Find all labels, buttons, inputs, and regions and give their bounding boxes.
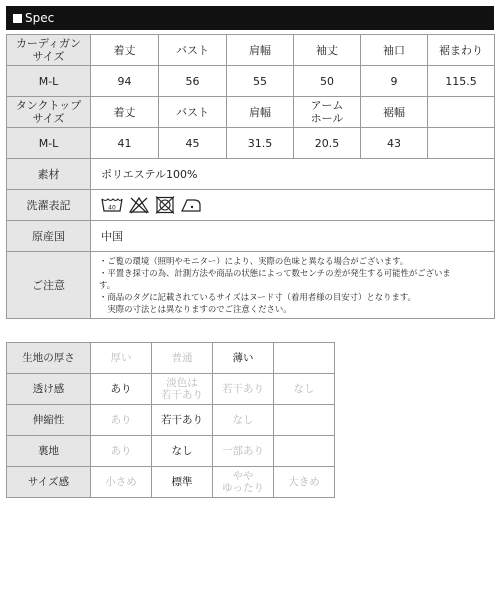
fabric-feel-label: サイズ感 [7,467,91,498]
tanktop-label: タンクトップ サイズ [7,97,91,128]
col-header: 袖丈 [294,35,361,66]
empty-cell [274,405,335,436]
col-header: 肩幅 [227,35,294,66]
tanktop-header-row [7,97,495,128]
fabric-feel-option: 若干あり [213,374,274,405]
care-label: 洗濯表記 [7,190,91,221]
spec-section-header [6,6,494,30]
empty-cell [428,128,495,159]
fabric-feel-table [6,342,335,498]
col-header: バスト [159,35,227,66]
value-cell: 41 [91,128,159,159]
note-line: す。 [99,280,116,290]
fabric-feel-option: 普通 [152,343,213,374]
value-cell: 94 [91,66,159,97]
notes-text [91,252,495,319]
section-title: Spec [25,11,55,25]
fabric-feel-option: 小さめ [91,467,152,498]
material-value: ポリエステル100% [91,159,495,190]
origin-row [7,221,495,252]
square-bullet-icon [13,14,22,23]
origin-value: 中国 [91,221,495,252]
fabric-feel-option: 薄い [213,343,274,374]
col-header: 肩幅 [227,97,294,128]
col-header: 裾幅 [361,97,428,128]
empty-cell [428,97,495,128]
fabric-feel-row [7,436,335,467]
fabric-feel-label: 裏地 [7,436,91,467]
fabric-feel-label: 透け感 [7,374,91,405]
fabric-feel-row [7,374,335,405]
fabric-feel-option: 標準 [152,467,213,498]
fabric-feel-option: あり [91,374,152,405]
note-line: 実際の寸法とは異なりますのでご注意ください。 [99,304,292,314]
value-cell: 9 [361,66,428,97]
empty-cell [274,436,335,467]
fabric-feel-option: やや ゆったり [213,467,274,498]
notes-label: ご注意 [7,252,91,319]
no-tumble-dry-icon [155,196,175,214]
cardigan-label: カーディガン サイズ [7,35,91,66]
fabric-feel-row [7,405,335,436]
col-header: アーム ホール [294,97,361,128]
fabric-feel-row [7,343,335,374]
fabric-feel-option: 大きめ [274,467,335,498]
value-cell: 55 [227,66,294,97]
fabric-feel-option: 若干あり [152,405,213,436]
size-label: M-L [7,66,91,97]
value-cell: 50 [294,66,361,97]
fabric-feel-option: なし [213,405,274,436]
material-label: 素材 [7,159,91,190]
fabric-feel-option: 厚い [91,343,152,374]
fabric-feel-row [7,467,335,498]
note-line: ・商品のタグに記載されているサイズはヌード寸（着用者様の目安寸）となります。 [99,292,416,302]
fabric-feel-option: なし [152,436,213,467]
material-row [7,159,495,190]
wash-40-icon [101,196,123,214]
note-line: ・平置き採寸の為、計測方法や商品の状態によって数センチの差が発生する可能性がございま [99,268,451,278]
cardigan-header-row [7,35,495,66]
fabric-feel-label: 生地の厚さ [7,343,91,374]
note-line: ・ご覧の環境（照明やモニター）により、実際の色味と異なる場合がございます。 [99,256,409,266]
col-header: 着丈 [91,97,159,128]
value-cell: 115.5 [428,66,495,97]
fabric-feel-option: あり [91,405,152,436]
cardigan-value-row [7,66,495,97]
no-bleach-icon [128,196,150,214]
care-icons [91,190,495,221]
value-cell: 20.5 [294,128,361,159]
empty-cell [274,343,335,374]
notes-row [7,252,495,319]
size-label: M-L [7,128,91,159]
fabric-feel-option: 一部あり [213,436,274,467]
fabric-feel-option: 淡色は 若干あり [152,374,213,405]
iron-low-icon [180,196,202,214]
col-header: バスト [159,97,227,128]
fabric-feel-option: あり [91,436,152,467]
value-cell: 43 [361,128,428,159]
fabric-feel-label: 伸縮性 [7,405,91,436]
col-header: 着丈 [91,35,159,66]
col-header: 裾まわり [428,35,495,66]
value-cell: 31.5 [227,128,294,159]
value-cell: 56 [159,66,227,97]
svg-text:40: 40 [108,204,116,212]
col-header: 袖口 [361,35,428,66]
origin-label: 原産国 [7,221,91,252]
tanktop-value-row [7,128,495,159]
spec-table [6,34,495,319]
fabric-feel-option: なし [274,374,335,405]
care-row [7,190,495,221]
value-cell: 45 [159,128,227,159]
